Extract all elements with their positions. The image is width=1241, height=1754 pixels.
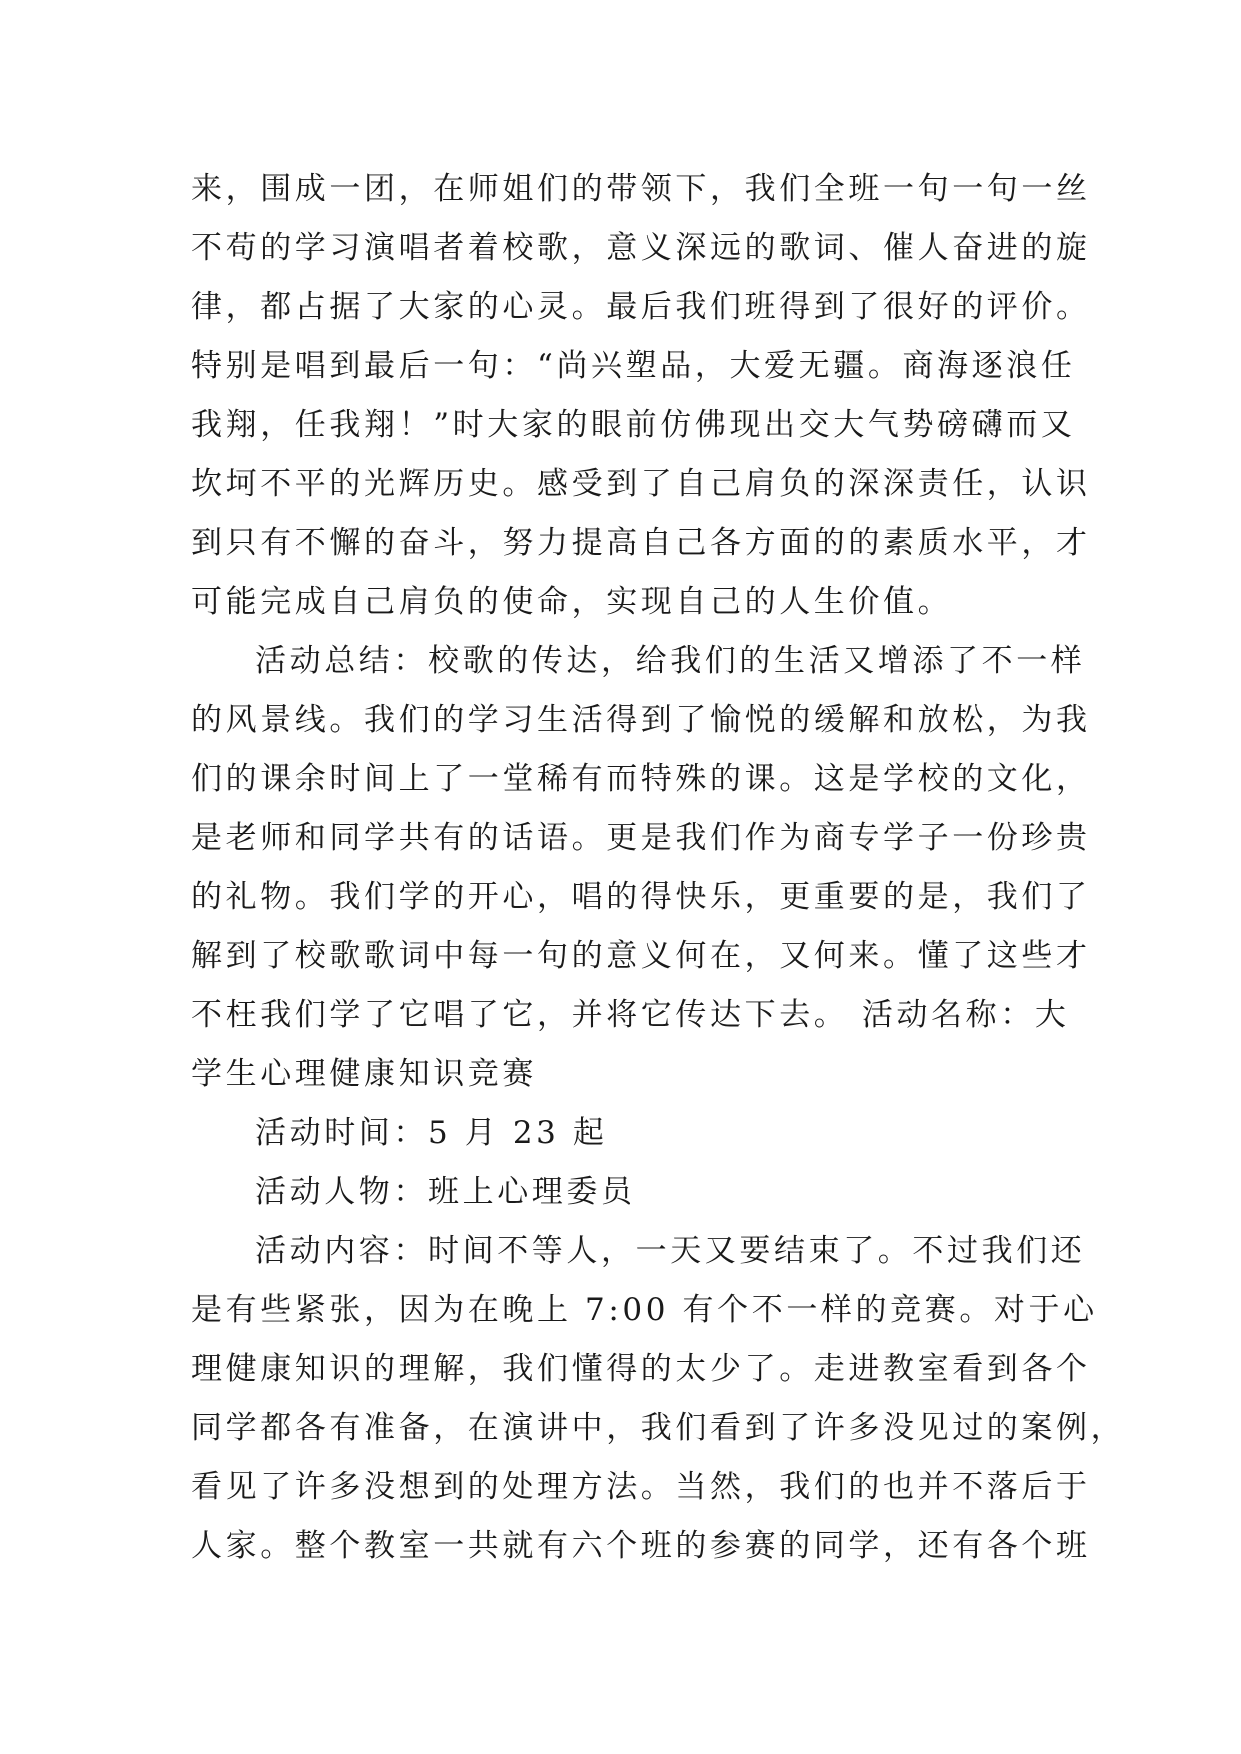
text-line: 是老师和同学共有的话语。更是我们作为商专学子一份珍贵 [191, 820, 1091, 856]
text-line: 坎坷不平的光辉历史。感受到了自己肩负的深深责任，认识 [191, 466, 1091, 502]
text-line: 不苟的学习演唱者着校歌，意义深远的歌词、催人奋进的旋 [191, 230, 1091, 266]
text-line: 的礼物。我们学的开心，唱的得快乐，更重要的是，我们了 [191, 879, 1091, 915]
paragraph-start-line: 活动总结：校歌的传达，给我们的生活又增添了不一样 [255, 643, 1086, 679]
text-line: 的风景线。我们的学习生活得到了愉悦的缓解和放松，为我 [191, 702, 1091, 738]
text-line: 理健康知识的理解，我们懂得的太少了。走进教室看到各个 [191, 1351, 1091, 1387]
text-line: 特别是唱到最后一句：“尚兴塑品，大爱无疆。商海逐浪任 [191, 348, 1076, 384]
text-line: 看见了许多没想到的处理方法。当然，我们的也并不落后于 [191, 1469, 1091, 1505]
document-body [191, 160, 1126, 1576]
text-line: 不枉我们学了它唱了它，并将它传达下去。 活动名称：大 [191, 997, 1070, 1033]
text-line: 学生心理健康知识竞赛 [191, 1056, 537, 1092]
text-line: 来，围成一团，在师姐们的带领下，我们全班一句一句一丝 [191, 171, 1091, 207]
text-line: 律，都占据了大家的心灵。最后我们班得到了很好的评价。 [191, 289, 1091, 325]
text-line: 到只有不懈的奋斗，努力提高自己各方面的的素质水平，才 [191, 525, 1091, 561]
text-line: 可能完成自己肩负的使命，实现自己的人生价值。 [191, 584, 953, 620]
text-line: 解到了校歌歌词中每一句的意义何在，又何来。懂了这些才 [191, 938, 1091, 974]
activity-people-line: 活动人物：班上心理委员 [255, 1174, 636, 1210]
paragraph-start-line: 活动内容：时间不等人，一天又要结束了。不过我们还 [255, 1233, 1086, 1269]
text-line: 们的课余时间上了一堂稀有而特殊的课。这是学校的文化， [191, 761, 1091, 797]
text-line: 我翔，任我翔！”时大家的眼前仿佛现出交大气势磅礴而又 [191, 407, 1076, 443]
text-line: 同学都各有准备，在演讲中，我们看到了许多没见过的案例， [191, 1410, 1126, 1446]
text-line: 是有些紧张，因为在晚上 7:00 有个不一样的竞赛。对于心 [191, 1292, 1098, 1328]
text-line: 人家。整个教室一共就有六个班的参赛的同学，还有各个班 [191, 1528, 1091, 1564]
activity-time-line: 活动时间：5 月 23 起 [255, 1115, 608, 1151]
